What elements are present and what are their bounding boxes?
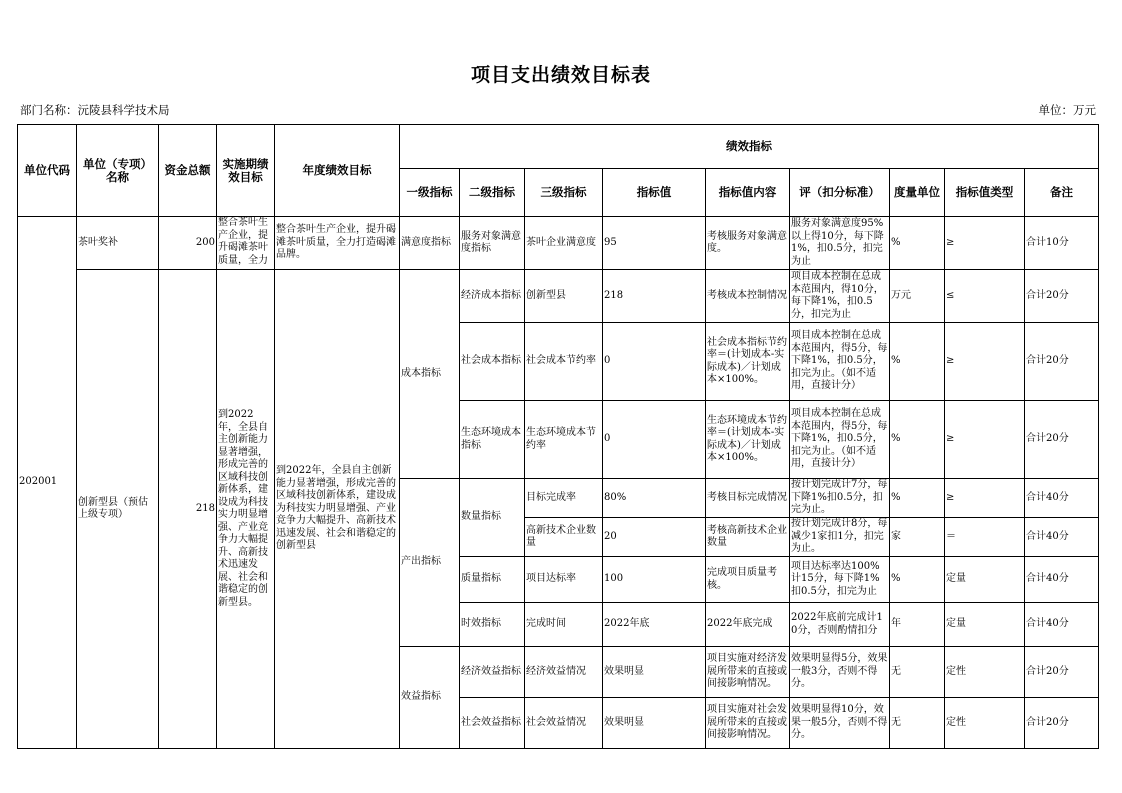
measure-unit-cell: 年: [890, 603, 945, 647]
value-cell: 100: [603, 557, 706, 603]
remark-cell: 合计40分: [1025, 479, 1099, 518]
content-cell: 考核服务对象满意度。: [706, 217, 790, 270]
level2-cell: 经济效益指标: [460, 647, 525, 698]
value-type-cell: ＝: [945, 518, 1025, 557]
header-level2: 二级指标: [460, 169, 525, 217]
measure-unit-cell: 无: [890, 698, 945, 749]
level2-cell: 生态环境成本指标: [460, 401, 525, 479]
remark-cell: 合计40分: [1025, 557, 1099, 603]
header-value: 指标值: [603, 169, 706, 217]
value-type-cell: ≥: [945, 217, 1025, 270]
period-goal-cell: [217, 217, 275, 270]
value-type-cell: 定性: [945, 698, 1025, 749]
level3-cell: 高新技术企业数量: [525, 518, 603, 557]
level1-cell: 满意度指标: [400, 217, 460, 270]
level2-cell: 社会效益指标: [460, 698, 525, 749]
level2-cell: 时效指标: [460, 603, 525, 647]
content-cell: 生态环境成本节约率＝(计划成本-实际成本)／计划成本×100%。: [706, 401, 790, 479]
header-project-name: 单位（专项）名称: [77, 125, 159, 217]
level2-cell: 质量指标: [460, 557, 525, 603]
value-cell: 20: [603, 518, 706, 557]
value-type-cell: ≥: [945, 401, 1025, 479]
value-type-cell: ≤: [945, 270, 1025, 323]
measure-unit-cell: %: [890, 479, 945, 518]
level2-cell: 服务对象满意度指标: [460, 217, 525, 270]
content-cell: 项目实施对经济发展所带来的直接或间接影响情况。: [706, 647, 790, 698]
period-goal-text: 整合茶叶生产企业，提升碣滩茶叶质量，全力: [218, 217, 268, 266]
header-level3: 三级指标: [525, 169, 603, 217]
performance-target-table: [17, 124, 1099, 749]
currency-unit-label: 单位：万元: [1038, 103, 1096, 117]
scoring-cell: 服务对象满意度95%以上得10分，每下降1%，扣0.5分，扣完为止: [790, 217, 890, 270]
annual-goal-cell: 到2022年，全县自主创新能力显著增强，形成完善的区域科技创新体系，建设成为科技实力明显增强、产业竞争力大幅提升、高新技术迅速发展、社会和谐稳定的创新型县: [275, 270, 400, 749]
content-cell: 2022年底完成: [706, 603, 790, 647]
value-cell: 95: [603, 217, 706, 270]
level3-cell: 经济效益情况: [525, 647, 603, 698]
remark-cell: 合计20分: [1025, 647, 1099, 698]
level3-cell: 目标完成率: [525, 479, 603, 518]
project-amount-cell: 218: [159, 270, 217, 749]
measure-unit-cell: 无: [890, 647, 945, 698]
level3-cell: 社会效益情况: [525, 698, 603, 749]
content-cell: 考核高新技术企业数量: [706, 518, 790, 557]
level3-cell: 创新型县: [525, 270, 603, 323]
content-cell: 社会成本指标节约率＝(计划成本-实际成本)／计划成本×100%。: [706, 323, 790, 401]
level1-cell: 产出指标: [400, 479, 460, 647]
content-cell: 完成项目质量考核。: [706, 557, 790, 603]
measure-unit-cell: %: [890, 557, 945, 603]
page-title: 项目支出绩效目标表: [470, 64, 651, 86]
scoring-cell: 项目成本控制在总成本范围内，得5分，每下降1%，扣0.5分，扣完为止。（如不适用，直接计分）: [790, 401, 890, 479]
remark-cell: 合计20分: [1025, 270, 1099, 323]
value-cell: 效果明显: [603, 647, 706, 698]
remark-cell: 合计20分: [1025, 401, 1099, 479]
unit-code-cell: 202001: [18, 217, 77, 749]
scoring-cell: 项目成本控制在总成本范围内，得5分，每下降1%，扣0.5分，扣完为止。（如不适用，直接计分）: [790, 323, 890, 401]
value-type-cell: 定性: [945, 647, 1025, 698]
header-value-type: 指标值类型: [945, 169, 1025, 217]
value-cell: 80%: [603, 479, 706, 518]
remark-cell: 合计40分: [1025, 603, 1099, 647]
remark-cell: 合计40分: [1025, 518, 1099, 557]
remark-cell: 合计10分: [1025, 217, 1099, 270]
scoring-cell: 项目成本控制在总成本范围内，得10分，每下降1%，扣0.5分，扣完为止: [790, 270, 890, 323]
period-goal-cell: 到2022年，全县自主创新能力显著增强，形成完善的区域科技创新体系，建设成为科技实力明显增强、产业竞争力大幅提升、高新技术迅速发展、社会和谐稳定的创新型县。: [217, 270, 275, 749]
value-cell: 2022年底: [603, 603, 706, 647]
header-total-funds: 资金总额: [159, 125, 217, 217]
content-cell: 考核目标完成情况: [706, 479, 790, 518]
scoring-cell: 2022年底前完成计10分，否则酌情扣分: [790, 603, 890, 647]
remark-cell: 合计20分: [1025, 323, 1099, 401]
header-measure-unit: 度量单位: [890, 169, 945, 217]
header-indicators: 绩效指标: [400, 125, 1099, 169]
measure-unit-cell: %: [890, 217, 945, 270]
level3-cell: 生态环境成本节约率: [525, 401, 603, 479]
measure-unit-cell: %: [890, 401, 945, 479]
header-level1: 一级指标: [400, 169, 460, 217]
level2-cell: 数量指标: [460, 479, 525, 557]
level3-cell: 社会成本节约率: [525, 323, 603, 401]
level1-cell: 成本指标: [400, 270, 460, 479]
measure-unit-cell: 万元: [890, 270, 945, 323]
level2-cell: 社会成本指标: [460, 323, 525, 401]
measure-unit-cell: %: [890, 323, 945, 401]
header-unit-code: 单位代码: [18, 125, 77, 217]
value-cell: 0: [603, 401, 706, 479]
header-period-goal: 实施期绩效目标: [217, 125, 275, 217]
scoring-cell: 效果明显得10分，效果一般5分，否则不得分。: [790, 698, 890, 749]
value-type-cell: 定量: [945, 603, 1025, 647]
value-type-cell: ≥: [945, 323, 1025, 401]
content-cell: 考核成本控制情况: [706, 270, 790, 323]
scoring-cell: 项目达标率达100%计15分，每下降1%扣0.5分，扣完为止: [790, 557, 890, 603]
project-amount-cell: 200: [159, 217, 217, 270]
department-label: 部门名称：沅陵县科学技术局: [20, 103, 170, 117]
annual-goal-cell: 整合茶叶生产企业，提升碣滩茶叶质量，全力打造碣滩品牌。: [275, 217, 400, 270]
level3-cell: 茶叶企业满意度: [525, 217, 603, 270]
header-annual-goal: 年度绩效目标: [275, 125, 400, 217]
header-content: 指标值内容: [706, 169, 790, 217]
measure-unit-cell: 家: [890, 518, 945, 557]
header-remarks: 备注: [1025, 169, 1099, 217]
level1-cell: 效益指标: [400, 647, 460, 749]
value-cell: 218: [603, 270, 706, 323]
project-name-cell: 茶叶奖补: [77, 217, 159, 270]
level3-cell: 项目达标率: [525, 557, 603, 603]
value-cell: 效果明显: [603, 698, 706, 749]
value-type-cell: ≥: [945, 479, 1025, 518]
level3-cell: 完成时间: [525, 603, 603, 647]
level2-cell: 经济成本指标: [460, 270, 525, 323]
header-scoring: 评（扣分标准）: [790, 169, 890, 217]
scoring-cell: 按计划完成计8分，每减少1家扣1分，扣完为止。: [790, 518, 890, 557]
content-cell: 项目实施对社会发展所带来的直接或间接影响情况。: [706, 698, 790, 749]
scoring-cell: 按计划完成计7分，每下降1%扣0.5分，扣完为止。: [790, 479, 890, 518]
value-cell: 0: [603, 323, 706, 401]
scoring-cell: 效果明显得5分，效果一般3分，否则不得分。: [790, 647, 890, 698]
project-name-cell: 创新型县（预估上级专项）: [77, 270, 159, 749]
remark-cell: 合计20分: [1025, 698, 1099, 749]
value-type-cell: 定量: [945, 557, 1025, 603]
